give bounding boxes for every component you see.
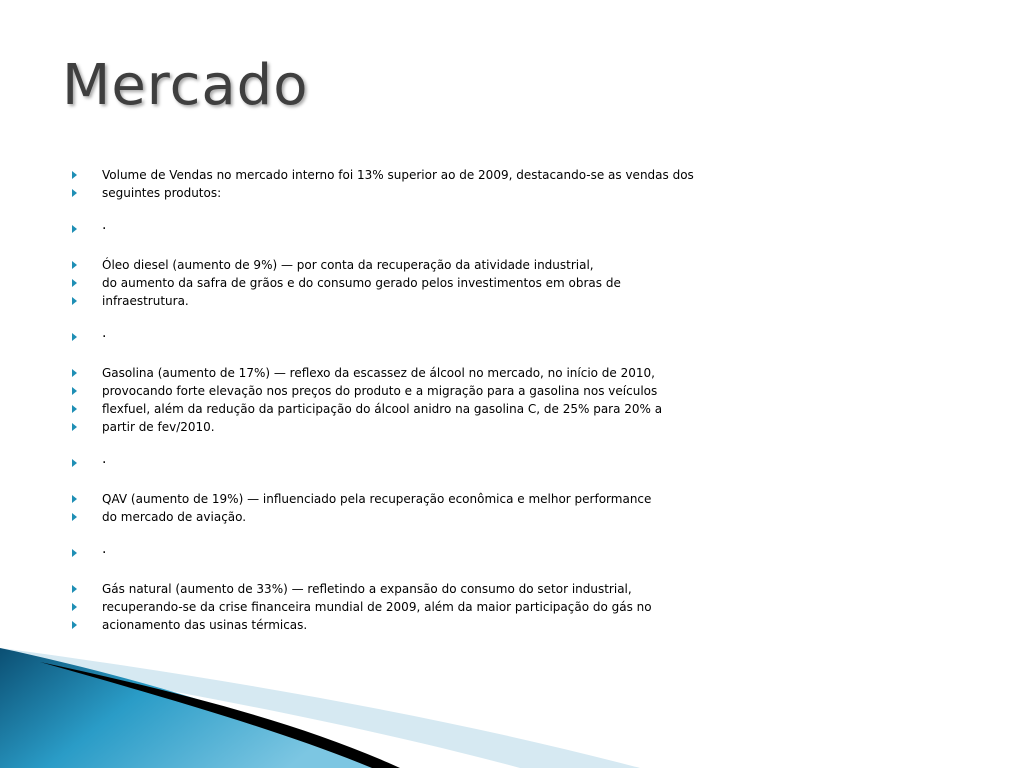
bullet-text: Gás natural (aumento de 33%) — refletindo a expansão do consumo do setor industrial,	[102, 582, 632, 596]
bullet-text: acionamento das usinas térmicas.	[102, 618, 308, 632]
bullet-dot: ·	[102, 455, 107, 471]
bullet-text: Volume de Vendas no mercado interno foi 13% superior ao de 2009, destacando-se as vendas dos	[102, 168, 694, 182]
bullet-text: Óleo diesel (aumento de 9%) — por conta da recuperação da atividade industrial,	[102, 258, 594, 272]
bullet-dot: ·	[102, 329, 107, 345]
bullet-text: do mercado de aviação.	[102, 510, 247, 524]
bullet-text: infraestrutura.	[102, 294, 189, 308]
bullet-text: recuperando-se da crise financeira mundial de 2009, além da maior participação do gás no	[102, 600, 652, 614]
bullet-text: Gasolina (aumento de 17%) — reflexo da escassez de álcool no mercado, no início de 2010,	[102, 366, 655, 380]
slide-title: Mercado	[62, 53, 309, 118]
bullet-dot: ·	[102, 545, 107, 561]
bullet-dot: ·	[102, 221, 107, 237]
bullet-text: QAV (aumento de 19%) — influenciado pela recuperação econômica e melhor performance	[102, 492, 652, 506]
bullet-text: provocando forte elevação nos preços do produto e a migração para a gasolina nos veículos	[102, 384, 658, 398]
bullet-text: seguintes produtos:	[102, 186, 222, 200]
bullet-text: flexfuel, além da redução da participação do álcool anidro na gasolina C, de 25% para 20% a	[102, 402, 663, 416]
bullet-text: partir de fev/2010.	[102, 420, 215, 434]
bullet-text: do aumento da safra de grãos e do consumo gerado pelos investimentos em obras de	[102, 276, 621, 290]
